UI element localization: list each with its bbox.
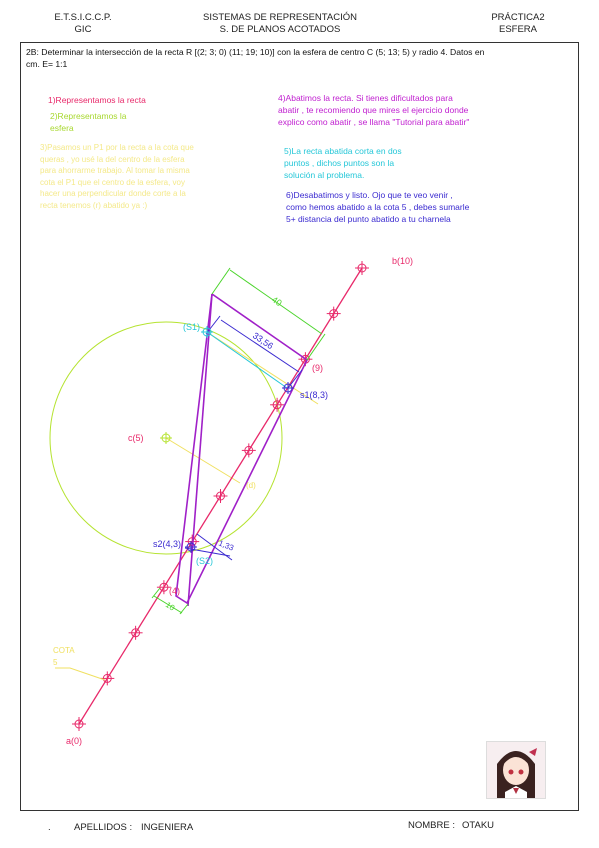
center-leader xyxy=(166,438,240,483)
surname-value: INGENIERA xyxy=(141,822,194,833)
center-point xyxy=(160,432,172,444)
step-4: 4)Abatimos la recta. Si tienes dificultados para abatir , te recomiendo que mires el ejercicio donde explico como abatir , se llama "Tutorial para abatir" xyxy=(278,93,470,127)
step-5: 5)La recta abatida corta en dos puntos , dichos puntos son la solución al problema. xyxy=(284,146,402,180)
practice-topic: ESFERA xyxy=(498,24,537,35)
cota-leader xyxy=(55,668,105,680)
label-b: b(10) xyxy=(392,256,414,266)
label-133: 1,33 xyxy=(217,538,236,553)
surname-label: APELLIDOS : xyxy=(74,822,133,833)
label-a: a(0) xyxy=(66,736,83,746)
dimension-3356 xyxy=(185,316,302,560)
footer-dot: . xyxy=(48,822,51,833)
school-name: E.T.S.I.C.C.P. xyxy=(54,12,112,23)
name-value: OTAKU xyxy=(462,820,495,831)
subject-subtitle: S. DE PLANOS ACOTADOS xyxy=(219,24,341,35)
label-3356: 33,56 xyxy=(250,330,276,352)
label-c: c(5) xyxy=(128,433,144,443)
label-d: (d) xyxy=(246,481,256,490)
step-1: 1)Representamos la recta xyxy=(48,95,146,105)
label-40: 40 xyxy=(269,294,284,309)
label-9: (9) xyxy=(312,363,323,373)
step-2: 2)Representamos la esfera xyxy=(50,111,127,133)
label-cota-5: 5 xyxy=(53,658,58,667)
label-S2: (S2) xyxy=(196,556,214,566)
label-10: 10 xyxy=(163,600,177,613)
avatar-illustration xyxy=(486,741,546,799)
problem-statement: 2B: Determinar la intersección de la recta R [(2; 3; 0) (11; 19; 10)] con la esfera de centro C (5; 13; 5) y radio 4. Datos en cm. E= 1:1 xyxy=(26,47,485,69)
label-4: (4) xyxy=(169,586,180,596)
label-s1: s1(8,3) xyxy=(300,390,329,400)
label-cota: COTA xyxy=(53,646,75,655)
name-label: NOMBRE : xyxy=(408,820,455,831)
label-s2: s2(4,3) xyxy=(153,539,182,549)
graduation-marks xyxy=(72,261,369,731)
step-6: 6)Desabatimos y listo. Ojo que te veo venir , como hemos abatido a la cota 5 , debes sumarle 5+ distancia del punto abatido a tu charnela xyxy=(286,190,470,224)
point-s1 xyxy=(282,382,294,394)
step-3: 3)Pasamos un P1 por la recta a la cota que queras , yo usé la del centro de la esfera para ahorrarme trabajo. Al tomar la misma cota el P1 que el centro de la esfera, voy hacer una perpendicular donde corte a la recta tenemos (r) abatido ya :) xyxy=(40,143,194,210)
s1-link xyxy=(207,332,287,388)
subject-title: SISTEMAS DE REPRESENTACIÓN xyxy=(203,12,357,23)
dimension-40 xyxy=(152,268,325,614)
label-S1: (S1) xyxy=(183,322,201,332)
group-name: GIC xyxy=(74,24,92,35)
practice-number: PRÁCTICA2 xyxy=(491,12,545,23)
